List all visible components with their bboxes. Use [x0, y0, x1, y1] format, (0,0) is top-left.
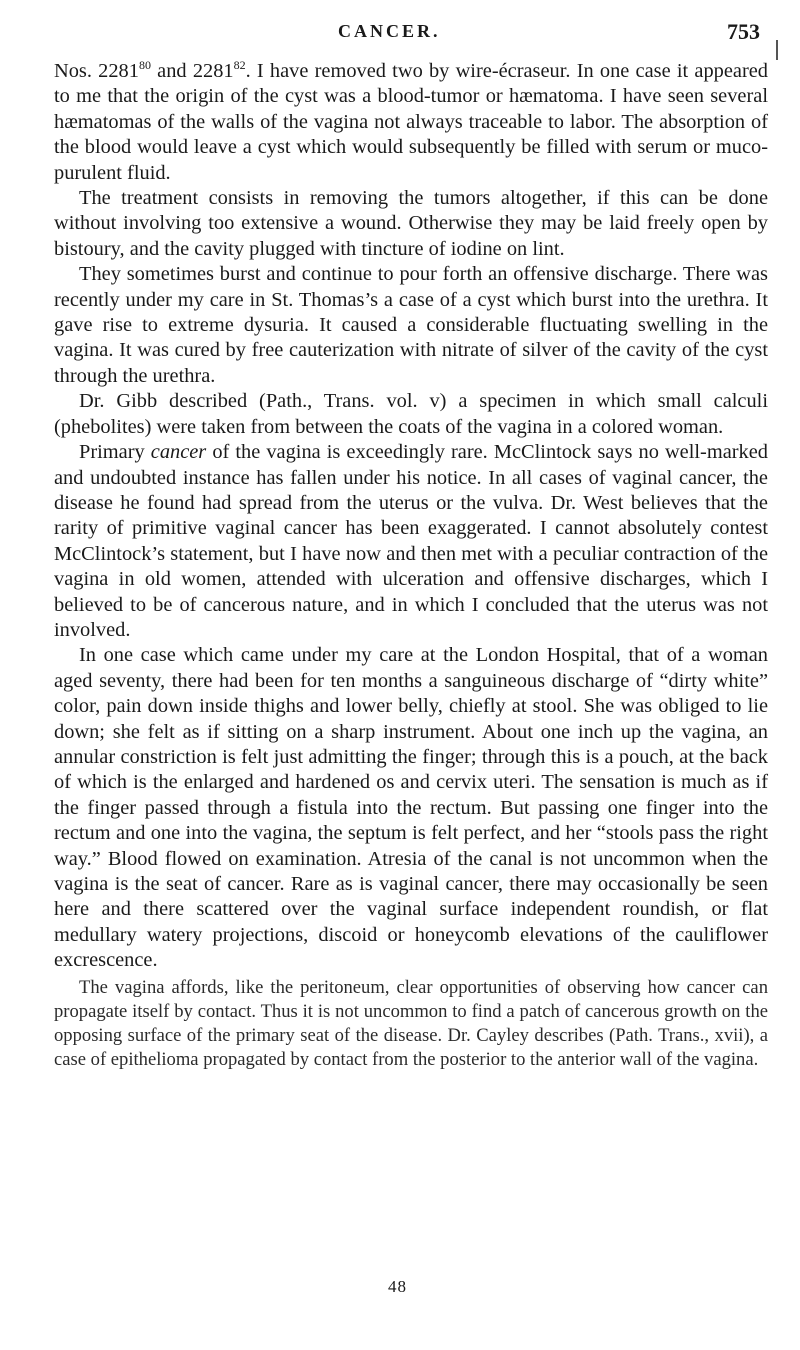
- text-run: and 2281: [150, 60, 234, 82]
- paragraph: [54, 440, 768, 643]
- text-run: Nos. 2281: [54, 60, 139, 82]
- italic-term: cancer: [150, 441, 207, 464]
- paragraph: The vagina affords, like the peritoneum, clear opportunities of observing how cancer can propagate itself by contact. Thus it is not uncommon to find a patch of cancerous growth on the opposing surface of the primary seat of the disease. Dr. Cayley describes (Path. Trans., xvii), a case of epithelioma propagated by contact from the posterior to the anterior wall of the vagina.: [54, 976, 768, 1070]
- paragraph: [54, 59, 768, 186]
- signature-mark: 48: [388, 1277, 407, 1296]
- page-number: 753: [727, 19, 760, 44]
- paragraph: They sometimes burst and continue to pour forth an offensive discharge. There was recently under my care in St. Thomas’s a case of a cyst which burst into the urethra. It gave rise to extreme dysuria. It caused a considerable fluctuating swelling in the vagina. It was cured by free cauterization with nitrate of silver of the cavity of the cyst through the urethra.: [54, 263, 768, 387]
- paragraph: The treatment consists in removing the tumors altogether, if this can be done without involving too extensive a wound. Otherwise they may be laid freely open by bistoury, and the cavity plugged with tincture of iodine on lint.: [54, 187, 768, 260]
- superscript: 82: [233, 58, 246, 73]
- margin-rule: [776, 40, 778, 60]
- running-head: [300, 19, 760, 45]
- paragraph: In one case which came under my care at the London Hospital, that of a woman aged seventy, there had been for ten months a sanguineous discharge of “dirty white” color, pain down inside thighs and lower belly, chiefly at stool. She was obliged to lie down; she felt as if sitting on a sharp instrument. About one inch up the vagina, an annular constriction is felt just admitting the finger; through this is a pouch, at the back of which is the enlarged and hardened os and cervix uteri. The sensation is much as if the finger passed through a fistula into the rectum. But passing one finger into the rectum and one into the vagina, the septum is felt perfect, and her “stools pass the right way.” Blood flowed on examination. Atresia of the canal is not uncommon when the vagina is the seat of cancer. Rare as is vaginal cancer, there may occasionally be seen here and there scattered over the vaginal surface independent roundish, or flat medullary watery projections, discoid or honeycomb elevations of the cauliflower excrescence.: [54, 644, 768, 972]
- superscript: 80: [138, 58, 151, 73]
- text-run: of the vagina is exceedingly rare. McClintock says no well-marked and undoubted instance has fallen under his notice. In all cases of vaginal cancer, the disease he found had spread from the uterus or the vulva. Dr. West believes that the rarity of primitive vaginal cancer has been exaggerated. I cannot absolutely contest McClintock’s statement, but I have now and then met with a peculiar contraction of the vagina in old women, attended with ulceration and offensive discharges, which I believed to be of cancerous nature, and in which I concluded that the uterus was not involved.: [54, 441, 768, 641]
- text-run: . I have removed two by wire-écraseur. In one case it appeared to me that the origin of the cyst was a blood-tumor or hæmatoma. I have seen several hæmatomas of the walls of the vagina not always traceable to labor. The absorption of the blood would leave a cyst which would subsequently be filled with serum or muco-purulent fluid.: [54, 60, 768, 184]
- paragraph: Dr. Gibb described (Path., Trans. vol. v) a specimen in which small calculi (phebolites) were taken from between the coats of the vagina in a colored woman.: [54, 390, 768, 438]
- body-text: [54, 59, 768, 1072]
- running-title: CANCER.: [338, 21, 441, 41]
- text-run: Primary: [79, 441, 151, 464]
